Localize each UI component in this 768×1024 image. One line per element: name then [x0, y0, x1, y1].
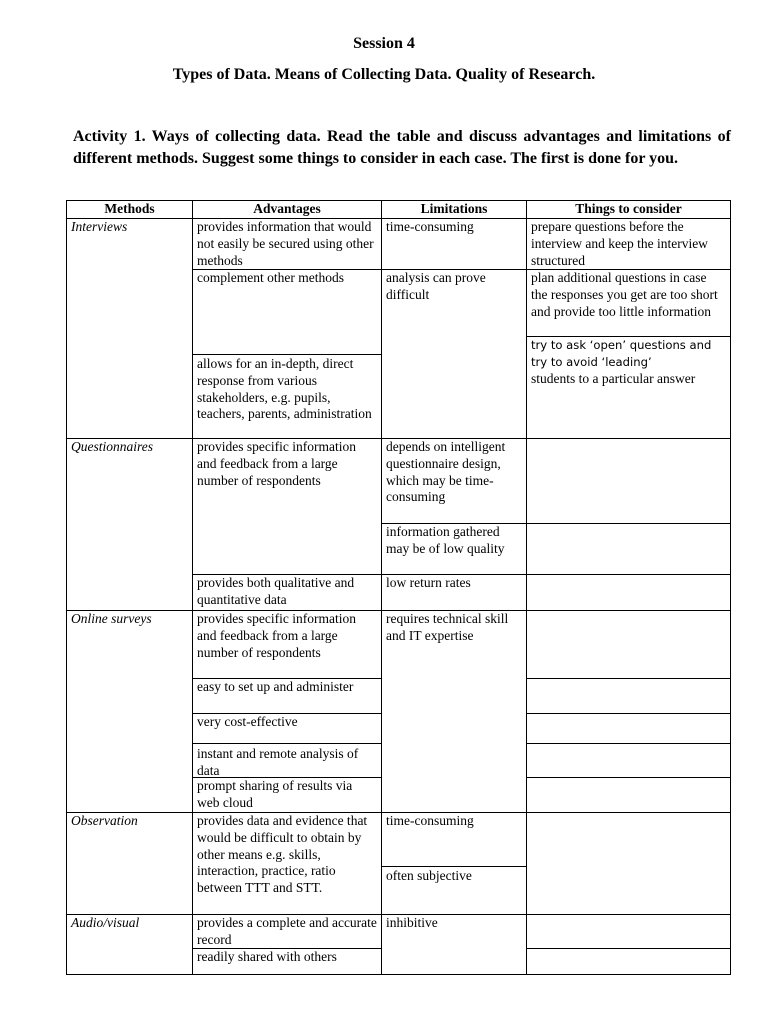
interviews-advantage-3: allows for an in-depth, direct response from various stakeholders, e.g. pupils, teachers, parents, administration [192, 354, 382, 439]
online-advantage-2: easy to set up and administer [192, 678, 382, 714]
questionnaires-consider-3 [526, 574, 731, 611]
method-online-surveys: Online surveys [66, 610, 193, 813]
interviews-advantage-1: provides information that would not easily be secured using other methods [192, 218, 382, 270]
methods-table [66, 200, 731, 975]
method-observation: Observation [66, 812, 193, 915]
interviews-consider-3 [526, 336, 731, 439]
method-interviews: Interviews [66, 218, 193, 439]
interviews-consider-1: prepare questions before the interview and keep the interview structured [526, 218, 731, 270]
observation-limitation-1: time-consuming [381, 812, 527, 867]
online-consider-1 [526, 610, 731, 679]
online-advantage-4: instant and remote analysis of data [192, 743, 382, 778]
audio-advantage-1: provides a complete and accurate record [192, 914, 382, 949]
observation-advantage-1: provides data and evidence that would be difficult to obtain by other means e.g. skills, interaction, practice, ratio between TTT and STT. [192, 812, 382, 915]
questionnaires-consider-1 [526, 438, 731, 524]
interviews-limitation-2: analysis can prove difficult [381, 269, 527, 439]
online-consider-3 [526, 713, 731, 744]
questionnaires-limitation-1: depends on intelligent questionnaire design, which may be time-consuming [381, 438, 527, 524]
method-questionnaires: Questionnaires [66, 438, 193, 611]
header-methods: Methods [66, 200, 193, 219]
questionnaires-limitation-3: low return rates [381, 574, 527, 611]
header-advantages: Advantages [192, 200, 382, 219]
audio-advantage-2: readily shared with others [192, 948, 382, 975]
observation-limitation-2: often subjective [381, 866, 527, 915]
questionnaires-consider-2 [526, 523, 731, 575]
audio-consider-2 [526, 948, 731, 975]
audio-consider-1 [526, 914, 731, 949]
interviews-consider-3-line-a: try to ask ‘open’ questions and try to avoid ‘leading’ [531, 338, 712, 369]
activity-instructions: Activity 1. Ways of collecting data. Read the table and discuss advantages and limitations of different methods. Suggest some things to consider in each case. The first is done for you. [73, 128, 731, 167]
online-advantage-3: very cost-effective [192, 713, 382, 744]
online-consider-2 [526, 678, 731, 714]
interviews-advantage-2: complement other methods [192, 269, 382, 355]
questionnaires-advantage-1: provides specific information and feedback from a large number of respondents [192, 438, 382, 575]
online-consider-4 [526, 743, 731, 778]
online-consider-5 [526, 777, 731, 813]
questionnaires-limitation-2: information gathered may be of low quality [381, 523, 527, 575]
online-limitation-1: requires technical skill and IT expertise [381, 610, 527, 813]
audio-limitation-1: inhibitive [381, 914, 527, 975]
interviews-consider-2: plan additional questions in case the responses you get are too short and provide too little information [526, 269, 731, 337]
header-things-to-consider: Things to consider [526, 200, 731, 219]
observation-consider-1 [526, 812, 731, 915]
interviews-consider-3-line-b: students to a particular answer [531, 370, 696, 386]
questionnaires-advantage-2: provides both qualitative and quantitative data [192, 574, 382, 611]
page-subtitle: Types of Data. Means of Collecting Data. Quality of Research. [172, 66, 596, 83]
header-limitations: Limitations [381, 200, 527, 219]
online-advantage-1: provides specific information and feedback from a large number of respondents [192, 610, 382, 679]
session-title: Session 4 [353, 35, 415, 52]
online-advantage-5: prompt sharing of results via web cloud [192, 777, 382, 813]
method-audio-visual: Audio/visual [66, 914, 193, 975]
interviews-limitation-1: time-consuming [381, 218, 527, 270]
